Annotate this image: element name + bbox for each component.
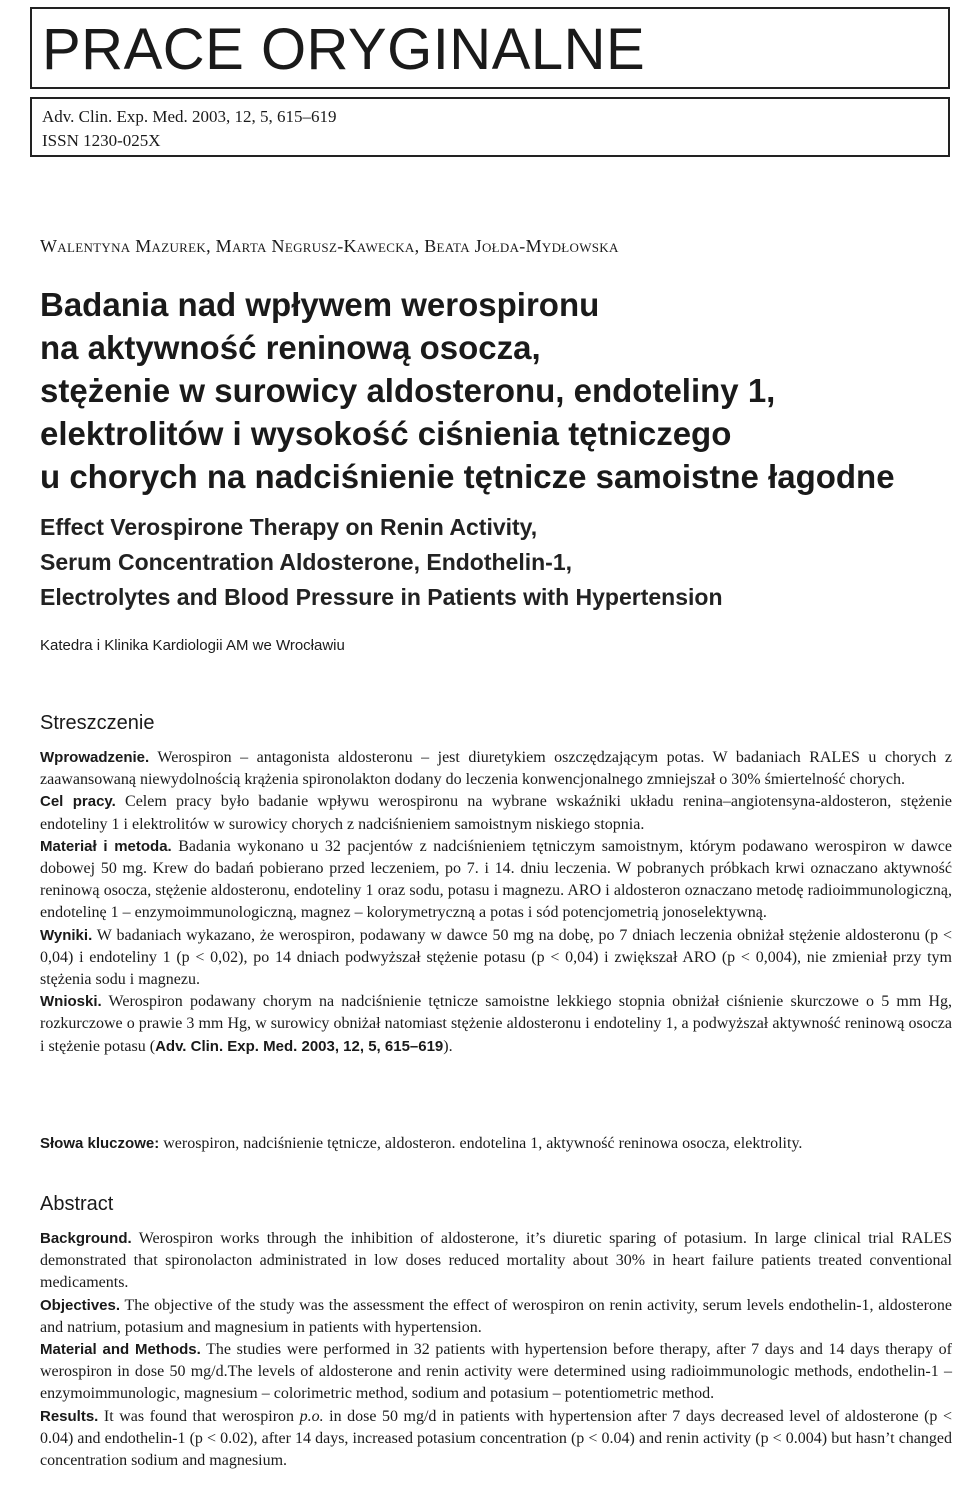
paragraph-label: Wyniki. bbox=[40, 926, 93, 944]
title-pl-line: Badania nad wpływem werospironu bbox=[40, 286, 600, 323]
section-title: PRACE ORYGINALNE bbox=[42, 17, 646, 82]
paragraph-text: Werospiron works through the inhibition of aldosterone, it’s diuretic sparing of potasium. In large clinical trial RALES demonstrated that spironolacton administrated in low doses reduced mortality about 30% in heart failure patients treated conventional medicaments. bbox=[40, 1230, 952, 1292]
paragraph-label: Wnioski. bbox=[40, 993, 102, 1011]
paragraph-text: Werospiron podawany chorym na nadciśnienie tętnicze samoistne lekkiego stopnia obniżał ciśnienie skurczowe o 5 mm Hg, rozkurczowe o prawie 3 mm Hg, w surowicy obniżał natomiast stężenie aldosteronu i endoteliny 1, a podwyższał aktywność reninową osocza i stężenie potasu ( bbox=[40, 993, 952, 1055]
keywords-text: werospiron, nadciśnienie tętnicze, aldosteron. endotelina 1, aktywność reninowa osocza, elektrolity. bbox=[159, 1135, 803, 1152]
title-pl-line: u chorych na nadciśnienie tętnicze samoistne łagodne bbox=[40, 458, 895, 495]
abstract-paragraph bbox=[40, 1295, 952, 1339]
issn: ISSN 1230-025X bbox=[42, 131, 161, 150]
abstract-paragraph bbox=[40, 1406, 952, 1473]
affiliation: Katedra i Klinika Kardiologii AM we Wrocławiu bbox=[40, 637, 345, 654]
article-title-pl bbox=[40, 283, 940, 498]
abstract-paragraph bbox=[40, 1339, 952, 1406]
paragraph-text: The studies were performed in 32 patients with hypertension before therapy, after 7 days and 14 days therapy of werospiron in dose 50 mg/d.The levels of aldosterone and renin activity were determined using radioimmunologic methods, endothelin-1 – enzymoimmunologic, magnesium – colorimetric method, sodium and potasium – potentiometric method. bbox=[40, 1341, 953, 1403]
paragraph-text: in dose 50 mg/d in patients with hypertension after 7 days decreased level of aldosterone (p < 0.04) and endothelin-1 (p < 0.02), after 14 days, increased potasium concentration (p < 0.04) and renin activity (p < 0.004) but hasn’t changed concentration sodium and magnesium. bbox=[40, 1407, 952, 1470]
paragraph-label: Materiał i metoda. bbox=[40, 837, 172, 855]
paragraph-label: Material and Methods. bbox=[40, 1341, 201, 1359]
paragraph-text: It was found that werospiron bbox=[98, 1407, 300, 1425]
paragraph-label: Cel pracy. bbox=[40, 793, 116, 811]
abstract-body bbox=[40, 1228, 952, 1472]
title-en-line: Electrolytes and Blood Pressure in Patients with Hypertension bbox=[40, 584, 723, 610]
title-pl-line: elektrolitów i wysokość ciśnienia tętniczego bbox=[40, 415, 732, 452]
title-pl-line: stężenie w surowicy aldosteronu, endoteliny 1, bbox=[40, 372, 776, 409]
abstract-paragraph bbox=[40, 791, 952, 835]
keywords-label: Słowa kluczowe: bbox=[40, 1135, 160, 1152]
authors bbox=[40, 236, 619, 257]
abstract-heading: Abstract bbox=[40, 1193, 114, 1215]
abstract-paragraph bbox=[40, 991, 952, 1058]
title-pl-line: na aktywność reninową osocza, bbox=[40, 329, 541, 366]
inline-citation: Adv. Clin. Exp. Med. 2003, 12, 5, 615–619 bbox=[155, 1037, 444, 1055]
abstract-paragraph bbox=[40, 925, 952, 992]
streszczenie-heading: Streszczenie bbox=[40, 712, 155, 734]
paragraph-text: Celem pracy było badanie wpływu werospironu na wybrane wskaźniki układu renina–angiotensyna-aldosteron, stężenie endoteliny 1 i elektrolitów w surowicy chorych z nadciśnieniem samoistnym niskiego stopnia. bbox=[40, 793, 952, 833]
section-header-box bbox=[30, 7, 950, 89]
paragraph-label: Wprowadzenie. bbox=[40, 749, 150, 766]
streszczenie-body bbox=[40, 747, 952, 1058]
paragraph-text: W badaniach wykazano, że werospiron, podawany w dawce 50 mg na dobę, po 7 dniach leczenia obniżał stężenie aldosteronu (p < 0,04) i endoteliny 1 (p < 0,02), po 14 dniach podwyższał stężenie potasu (p < 0,04) i zwiększał ARO (p < 0,004), nie zmieniał przy tym stężenia sodu i magnezu. bbox=[40, 926, 952, 989]
keywords bbox=[40, 1133, 952, 1155]
abstract-paragraph bbox=[40, 1228, 952, 1295]
paragraph-text: The objective of the study was the assessment the effect of werospiron on renin activity, serum levels endothelin-1, aldosterone and natrium, potasium and magnesium in patients with hypertension. bbox=[40, 1296, 952, 1336]
italic-term: p.o. bbox=[299, 1407, 324, 1425]
authors-text: Walentyna Mazurek, Marta Negrusz-Kawecka, Beata Jołda-Mydłowska bbox=[40, 236, 619, 256]
title-en-line: Effect Verospirone Therapy on Renin Activity, bbox=[40, 514, 538, 540]
citation-box bbox=[30, 97, 950, 157]
abstract-paragraph bbox=[40, 836, 952, 925]
paragraph-text: Badania wykonano u 32 pacjentów z nadciśnieniem tętniczym samoistnym, którym podawano werospiron w dawce dobowej 50 mg. Krew do badań pobierano przed leczeniem, po 7. i 14. dniu leczenia. W pobranych próbkach krwi oznaczano aktywność reninową osocza, stężenie aldosteronu, endoteliny 1 oraz sodu, potasu i magnezu. ARO i aldosteron oznaczano metodę radioimmunologiczną, endotelinę 1 – enzymoimmunologiczną, magnez – kolorymetryczną a potas i sód potencjometrią jonoselektywną. bbox=[40, 837, 953, 922]
abstract-paragraph bbox=[40, 747, 952, 791]
paragraph-label: Background. bbox=[40, 1230, 132, 1247]
article-title-en bbox=[40, 510, 940, 615]
paragraph-text: Werospiron – antagonista aldosteronu – jest diuretykiem oszczędzającym potas. W badaniach RALES u chorych z zaawansowaną niewydolnością krążenia spironolakton dodany do leczenia konwencjonalnego zmniejszał o 30% śmiertelność chorych. bbox=[40, 749, 952, 789]
paragraph-label: Objectives. bbox=[40, 1296, 121, 1314]
title-en-line: Serum Concentration Aldosterone, Endothelin-1, bbox=[40, 549, 573, 575]
paragraph-label: Results. bbox=[40, 1407, 99, 1425]
paragraph-text: ). bbox=[443, 1037, 453, 1055]
journal-citation: Adv. Clin. Exp. Med. 2003, 12, 5, 615–619 bbox=[42, 107, 337, 126]
